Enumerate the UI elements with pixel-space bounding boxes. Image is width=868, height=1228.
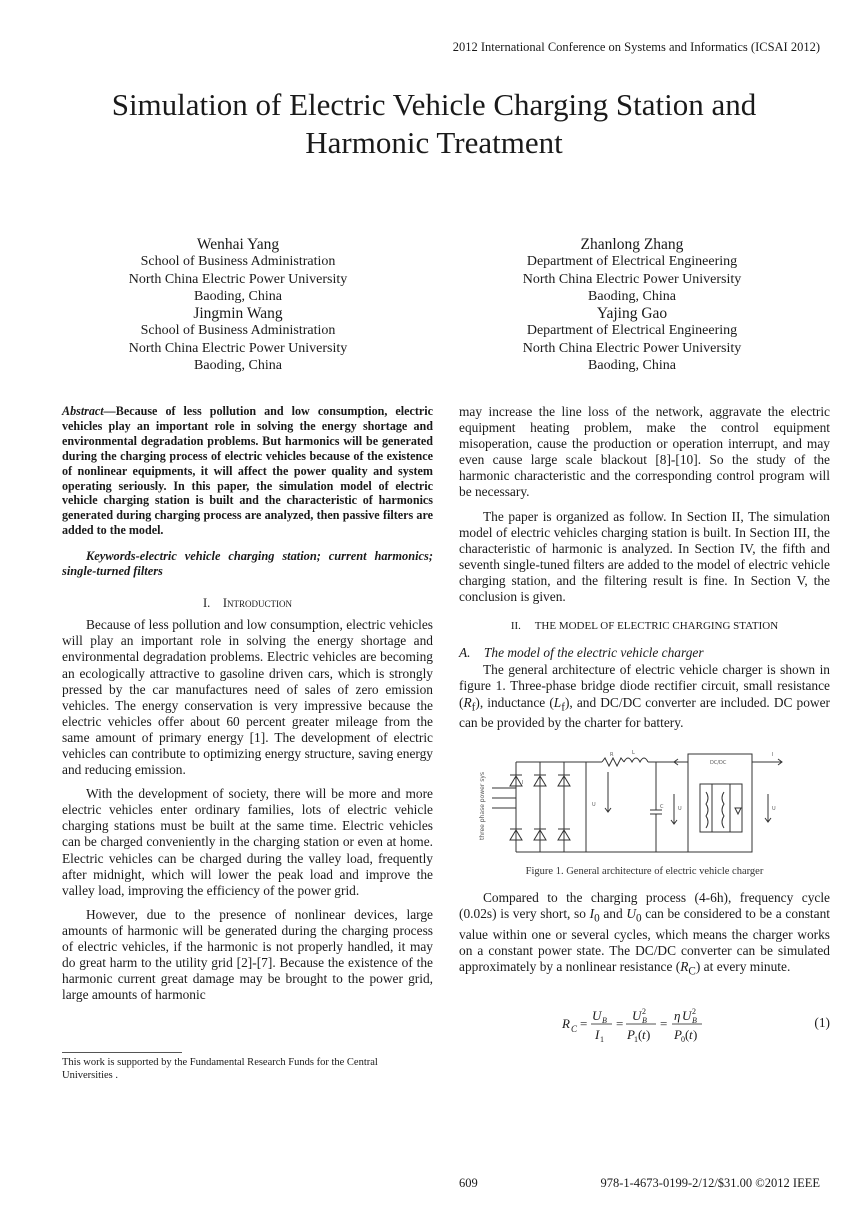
compare-text-a: Compared to the charging process (4-6h), frequency cycle (0.02s) is very short, so <box>459 890 830 922</box>
compare-text-d: ) at every minute. <box>695 959 791 975</box>
label-lf: L <box>632 750 635 756</box>
abstract-text: Because of less pollution and low consumption, electric vehicles play an important role in solving the energy shortage and environmental degradation problems. But harmonics will be generated during the charging process of electric vehicles because of the existence of nonlinear equipments, it will affect the power quality and system operating seriously. In this paper, the simulation model of electric vehicle charging station is built and the characteristic of harmonics generated during charging process are analyzed, then passive filters are added to the model. <box>62 404 433 538</box>
svg-text:U: U <box>592 802 596 808</box>
organization-paragraph: The paper is organized as follow. In Section II, The simulation model of electric vehicles charging station is built. In Section III, the characteristic of harmonic is analyzed. In Section IV, the fifth and seventh single-tuned filters are added to the model of electric vehicle charging station, and the filtering result is fine. In Section V, the conclusion is given. <box>459 508 830 605</box>
svg-text:η: η <box>674 1008 681 1023</box>
intro-paragraph-1: Because of less pollution and low consumption, electric vehicles will play an important role in solving the energy shortage and environmental degradation problems. Electric vehicles are becoming an ecologically attractive to gasoline driven cars, which is strongly pressed by the car manufactures need of sales of zero emission vehicles. The energy conservation is very impressive because the electric vehicles offer about 60 percent greater mileage from the same amount of primary energy [1]. The development of electric vehicles can contribute to optimizing energy structure, saving energy and reducing emission. <box>62 617 433 778</box>
symbol-u: U <box>626 906 636 922</box>
section-1-title: Introduction <box>222 596 292 611</box>
svg-text:=: = <box>616 1016 624 1031</box>
svg-text:t: t <box>642 1027 646 1042</box>
author-city: Baoding, China <box>194 358 282 374</box>
subsection-a-number: A. <box>459 645 471 661</box>
svg-text:U: U <box>682 1008 692 1023</box>
subsection-a-title: The model of the electric vehicle charger <box>483 645 704 661</box>
svg-text:P: P <box>674 1027 682 1042</box>
svg-text:1: 1 <box>600 1035 604 1044</box>
charger-text-c: ), and DC/DC converter are included. DC power can be provided by the charter for battery. <box>459 694 830 731</box>
charger-text-b: ), inductance ( <box>475 694 554 710</box>
charger-text-a: The general architecture of electric vehicle charger is shown in figure 1. Three-phase bridge diode rectifier circuit, small resistance ( <box>459 662 830 710</box>
footnote: This work is supported by the Fundamental Research Funds for the Central Universities . <box>62 1057 378 1081</box>
author-univ: North China Electric Power University <box>128 340 348 356</box>
abstract-label: Abstract— <box>62 404 116 418</box>
author-univ: North China Electric Power University <box>522 271 742 287</box>
equation-1-formula <box>560 1000 730 1050</box>
section-1-heading <box>62 595 433 611</box>
compare-text-b: and <box>599 906 627 922</box>
section-2-number: II. <box>510 620 521 633</box>
symbol-u-sub: 0 <box>635 912 642 925</box>
svg-text:U: U <box>632 1008 642 1023</box>
symbol-r: R <box>463 694 472 710</box>
equation-1-number: (1) <box>814 1015 830 1030</box>
author-dept: School of Business Administration <box>140 254 336 270</box>
svg-text:B: B <box>602 1016 607 1025</box>
svg-text:B: B <box>692 1016 697 1025</box>
symbol-rc-sub: C <box>688 965 696 978</box>
author-city: Baoding, China <box>588 358 676 374</box>
author-name: Jingmin Wang <box>193 305 283 323</box>
conference-header: 2012 International Conference on Systems and Informatics (ICSAI 2012) <box>452 40 820 54</box>
intro-paragraph-2: With the development of society, there will be more and more electric vehicles enter ordinary families, lots of electric vehicle charging stations must be built at the same time. Electric vehicles can be charged conveniently in the charging station or even at home. Electric vehicles can be charged during the valley load, frequently after midnight, which will lower the peak load and improve the valley load, improving the efficiency of the power grid. <box>62 786 433 898</box>
label-rf: R <box>610 752 614 758</box>
author-name: Wenhai Yang <box>196 236 280 253</box>
svg-text:I: I <box>772 752 774 758</box>
intro-paragraph-3: However, due to the presence of nonlinear devices, large amounts of harmonic will be generated during the charging process of electric vehicles, if the harmonic is not properly handled, it may do great harm to the utility grid [2]-[7]. Because the existence of the harmonic current great damage may be brought to the power grid, large amounts of harmonic <box>62 906 433 1003</box>
author-univ: North China Electric Power University <box>522 340 742 356</box>
svg-text:t: t <box>689 1027 693 1042</box>
symbol-l: L <box>553 694 562 710</box>
footnote-rule <box>62 1052 182 1053</box>
svg-text:): ) <box>646 1027 651 1042</box>
author-name: Zhanlong Zhang <box>580 236 684 253</box>
svg-text:): ) <box>693 1027 698 1042</box>
charger-paragraph <box>459 662 830 731</box>
svg-text:=: = <box>660 1016 668 1031</box>
svg-text:C: C <box>660 804 664 810</box>
author-block-right <box>476 236 788 374</box>
svg-text:U: U <box>678 806 682 812</box>
symbol-i: I <box>589 906 595 922</box>
svg-text:2: 2 <box>642 1007 646 1016</box>
symbol-rc: R <box>680 959 689 975</box>
svg-text:(: ( <box>685 1027 690 1042</box>
svg-text:B: B <box>642 1016 647 1025</box>
title-line-2: Harmonic Treatment <box>305 125 563 160</box>
section-2-heading <box>459 618 830 634</box>
title-line-1: Simulation of Electric Vehicle Charging Station and <box>111 87 757 122</box>
figure-side-label: three phase power sys <box>479 771 486 840</box>
copyright-isbn: 978-1-4673-0199-2/12/$31.00 ©2012 IEEE <box>600 1176 820 1190</box>
symbol-r-sub: f <box>471 701 476 714</box>
svg-text:0: 0 <box>681 1035 685 1044</box>
author-univ: North China Electric Power University <box>128 271 348 287</box>
svg-text:1: 1 <box>634 1035 638 1044</box>
svg-text:U: U <box>772 806 776 812</box>
left-column <box>62 404 433 1003</box>
equation-1 <box>560 1000 730 1050</box>
right-column <box>459 404 830 731</box>
compare-paragraph-block <box>459 890 830 980</box>
page-number: 609 <box>459 1176 478 1190</box>
author-dept: Department of Electrical Engineering <box>526 323 738 339</box>
figure-1-caption: Figure 1. General architecture of electric vehicle charger <box>525 866 764 877</box>
compare-paragraph <box>459 890 830 980</box>
author-dept: School of Business Administration <box>140 323 336 339</box>
svg-text:C: C <box>571 1024 578 1034</box>
svg-text:2: 2 <box>692 1007 696 1016</box>
svg-text:U: U <box>592 1008 602 1023</box>
keywords: Keywords-electric vehicle charging station; current harmonics; single-turned filters <box>62 549 433 579</box>
author-city: Baoding, China <box>194 288 282 304</box>
section-2-title: THE MODEL OF ELECTRIC CHARGING STATION <box>534 620 779 633</box>
symbol-l-sub: f <box>561 701 565 714</box>
svg-text:DC/DC: DC/DC <box>710 760 727 766</box>
section-1-number: I. <box>203 596 211 611</box>
charger-circuit-diagram <box>478 748 834 860</box>
subsection-a-heading <box>459 645 830 661</box>
abstract <box>62 404 433 538</box>
svg-text:P: P <box>627 1027 635 1042</box>
paper-title <box>40 86 828 162</box>
svg-text:R: R <box>562 1016 570 1031</box>
compare-text-c: can be considered to be a constant value within one or several cycles, which means the charger works on a constant power state. The DC/DC converter can be simulated approximately by a nonlinear resistance ( <box>459 906 831 975</box>
author-name: Yajing Gao <box>596 305 668 323</box>
svg-text:(: ( <box>638 1027 643 1042</box>
author-block-left <box>82 236 394 374</box>
author-city: Baoding, China <box>588 288 676 304</box>
symbol-i-sub: 0 <box>594 912 600 925</box>
svg-text:=: = <box>580 1016 588 1031</box>
right-paragraph-continued: may increase the line loss of the network, aggravate the electric equipment heating problem, make the control equipment misoperation, cause the production or operation interrupt, and may even cause large scale blackout [8]-[10]. So the study of the harmonic characteristic and the corresponding control program will be necessary. <box>459 404 830 500</box>
svg-text:I: I <box>522 780 524 786</box>
figure-1 <box>478 748 834 860</box>
author-dept: Department of Electrical Engineering <box>526 254 738 270</box>
svg-text:I: I <box>595 1027 600 1042</box>
